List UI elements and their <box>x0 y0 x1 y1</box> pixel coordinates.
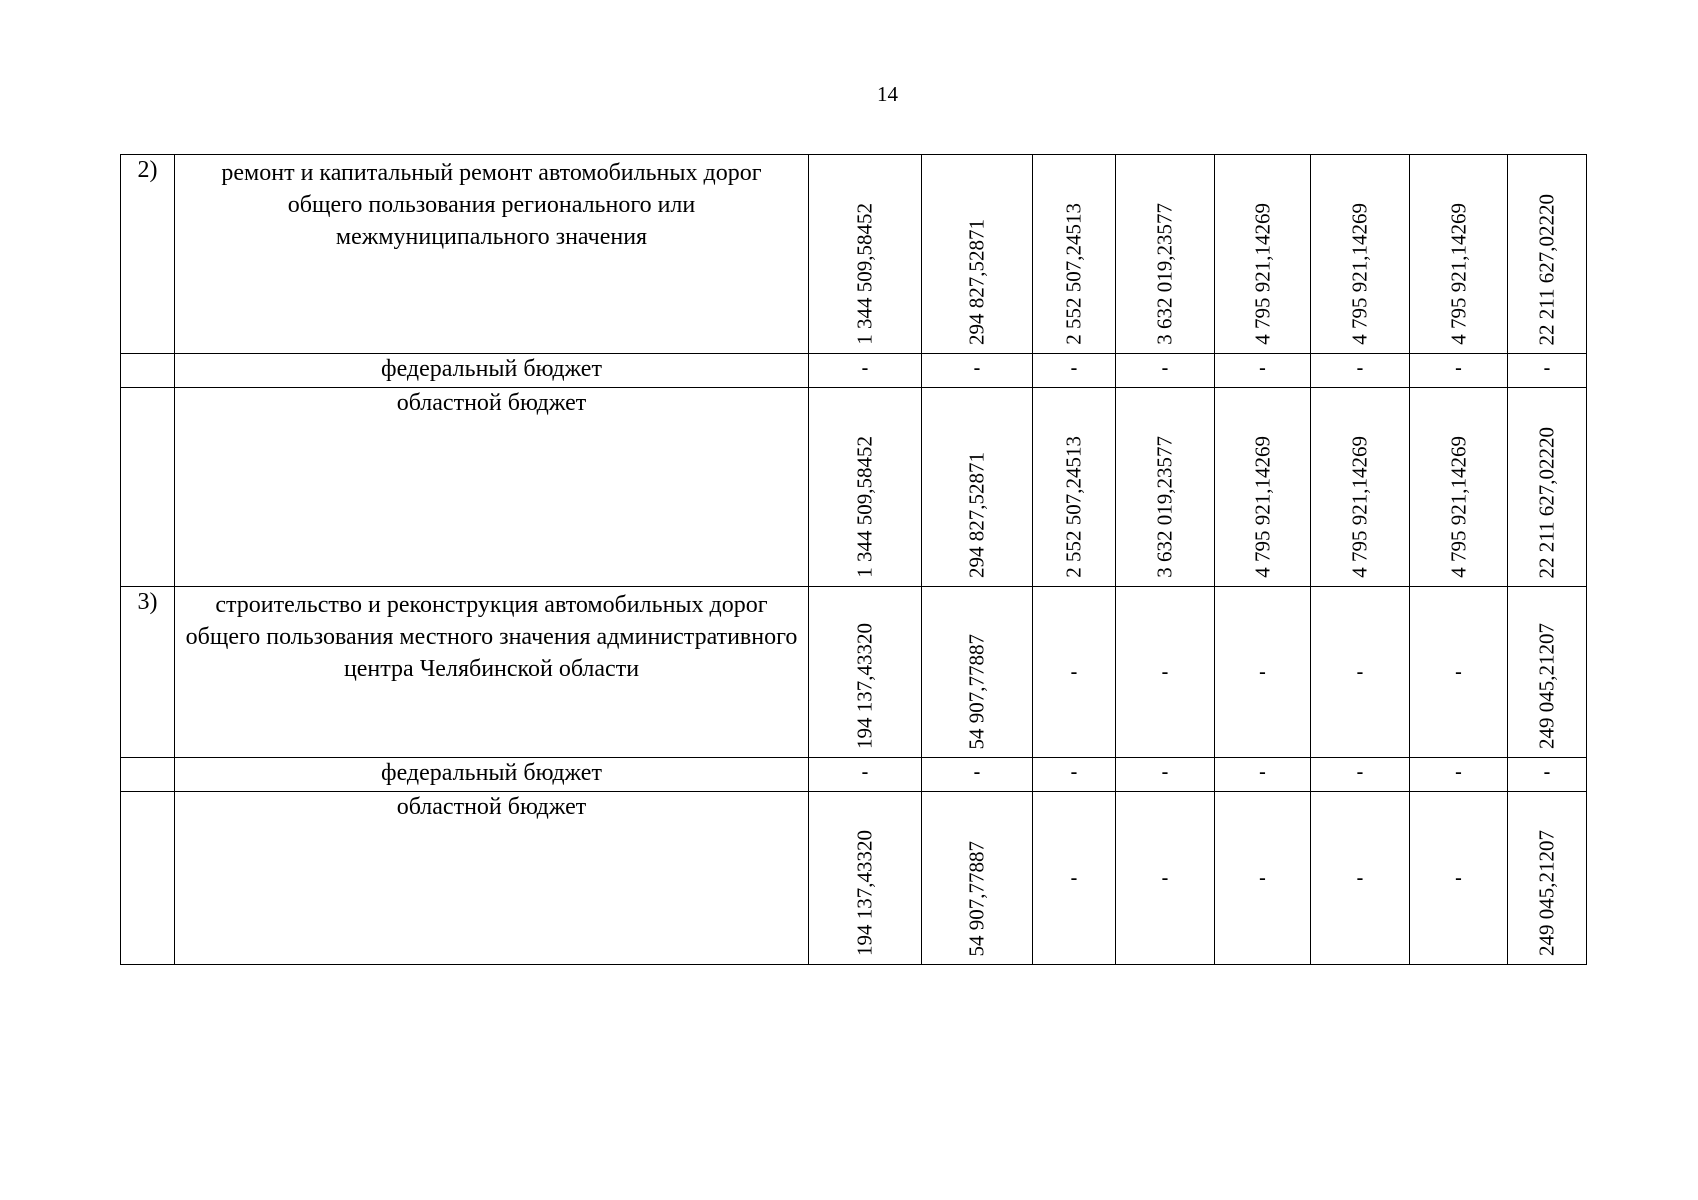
value-text: 2 552 507,24513 <box>1061 436 1086 578</box>
value-cell <box>1311 388 1410 587</box>
value-cell <box>809 155 922 354</box>
value-text: - <box>1259 661 1266 683</box>
empty-cell <box>121 388 175 587</box>
value-text: - <box>1259 357 1266 379</box>
value-cell <box>809 354 922 388</box>
value-cell <box>1116 388 1215 587</box>
value-cell <box>1508 354 1587 388</box>
value-cell <box>1311 587 1410 758</box>
page-number: 14 <box>877 82 898 106</box>
value-text: - <box>1161 761 1169 783</box>
value-text: - <box>973 357 981 379</box>
value-text: - <box>1455 357 1462 379</box>
value-cell <box>922 354 1033 388</box>
value-text: 4 795 921,14269 <box>1446 203 1470 345</box>
value-cell <box>1215 155 1311 354</box>
value-cell <box>1410 792 1508 965</box>
table-row <box>121 354 1587 388</box>
item-number: 2) <box>121 155 175 354</box>
value-text: - <box>1070 661 1078 683</box>
value-text: - <box>1161 357 1169 379</box>
value-text: 194 137,43320 <box>852 830 877 956</box>
value-cell <box>922 155 1033 354</box>
value-cell <box>1311 354 1410 388</box>
value-text: 4 795 921,14269 <box>1446 436 1470 578</box>
table-row <box>121 155 1587 354</box>
value-cell <box>1116 792 1215 965</box>
empty-cell <box>121 758 175 792</box>
empty-cell <box>121 354 175 388</box>
value-cell <box>809 587 922 758</box>
value-text: 3 632 019,23577 <box>1152 436 1177 578</box>
table-row <box>121 758 1587 792</box>
value-text: 1 344 509,58452 <box>852 203 877 345</box>
value-cell <box>1033 155 1116 354</box>
value-text: - <box>973 761 981 783</box>
value-text: - <box>1070 761 1078 783</box>
federal-budget-label: федеральный бюджет <box>175 354 809 388</box>
value-cell <box>1116 587 1215 758</box>
value-cell <box>1033 354 1116 388</box>
value-cell <box>1410 587 1508 758</box>
value-cell <box>1508 792 1587 965</box>
value-cell <box>1116 155 1215 354</box>
empty-cell <box>121 792 175 965</box>
regional-budget-label: областной бюджет <box>175 792 809 965</box>
value-text: 3 632 019,23577 <box>1152 203 1177 345</box>
value-cell <box>1508 758 1587 792</box>
item-number: 3) <box>121 587 175 758</box>
value-text: 4 795 921,14269 <box>1250 436 1274 578</box>
value-text: 194 137,43320 <box>852 623 877 749</box>
value-text: - <box>1543 761 1551 783</box>
value-text: 4 795 921,14269 <box>1347 203 1372 345</box>
value-text: 22 211 627,02220 <box>1534 426 1559 578</box>
value-text: 54 907,77887 <box>964 840 989 956</box>
value-text: 2 552 507,24513 <box>1061 203 1086 345</box>
federal-budget-label: федеральный бюджет <box>175 758 809 792</box>
value-cell <box>922 388 1033 587</box>
value-cell <box>922 758 1033 792</box>
value-text: - <box>861 761 869 783</box>
value-cell <box>1116 354 1215 388</box>
value-text: - <box>1070 867 1078 889</box>
value-text: 249 045,21207 <box>1534 830 1559 956</box>
value-cell <box>1033 587 1116 758</box>
value-cell <box>1508 388 1587 587</box>
value-cell <box>922 792 1033 965</box>
value-cell <box>1508 587 1587 758</box>
value-text: - <box>1259 867 1266 889</box>
value-cell <box>1215 792 1311 965</box>
value-cell <box>809 758 922 792</box>
value-cell <box>1311 792 1410 965</box>
table-row <box>121 388 1587 587</box>
table-row <box>121 792 1587 965</box>
value-cell <box>1033 792 1116 965</box>
budget-table <box>120 154 1587 965</box>
value-cell <box>809 388 922 587</box>
value-text: - <box>1356 357 1364 379</box>
value-text: 4 795 921,14269 <box>1347 436 1372 578</box>
value-text: 1 344 509,58452 <box>852 436 877 578</box>
value-text: - <box>861 357 869 379</box>
value-text: - <box>1161 867 1169 889</box>
value-text: 294 827,52871 <box>964 219 989 345</box>
value-cell <box>1508 155 1587 354</box>
value-cell <box>1033 388 1116 587</box>
value-cell <box>1410 388 1508 587</box>
value-text: - <box>1356 867 1364 889</box>
value-text: 4 795 921,14269 <box>1250 203 1274 345</box>
value-text: - <box>1356 761 1364 783</box>
value-text: - <box>1543 357 1551 379</box>
value-cell <box>1215 388 1311 587</box>
value-text: - <box>1455 661 1462 683</box>
value-text: - <box>1455 867 1462 889</box>
value-cell <box>1311 758 1410 792</box>
value-text: - <box>1259 761 1266 783</box>
value-cell <box>809 792 922 965</box>
value-cell <box>1116 758 1215 792</box>
value-text: - <box>1070 357 1078 379</box>
value-cell <box>1215 587 1311 758</box>
value-cell <box>1311 155 1410 354</box>
regional-budget-label: областной бюджет <box>175 388 809 587</box>
value-cell <box>1215 354 1311 388</box>
table-row <box>121 587 1587 758</box>
value-text: 54 907,77887 <box>964 633 989 749</box>
value-cell <box>1410 155 1508 354</box>
value-text: - <box>1455 761 1462 783</box>
item-title: строительство и реконструкция автомобильных дорог общего пользования местного значения административного центра Челябинской области <box>175 587 809 758</box>
value-cell <box>1033 758 1116 792</box>
value-text: - <box>1356 661 1364 683</box>
value-text: 22 211 627,02220 <box>1534 193 1559 345</box>
value-cell <box>1410 354 1508 388</box>
value-text: 249 045,21207 <box>1534 623 1559 749</box>
value-cell <box>1215 758 1311 792</box>
value-cell <box>1410 758 1508 792</box>
value-cell <box>922 587 1033 758</box>
value-text: - <box>1161 661 1169 683</box>
value-text: 294 827,52871 <box>964 452 989 578</box>
item-title: ремонт и капитальный ремонт автомобильных дорог общего пользования регионального или межмуниципального значения <box>175 155 809 354</box>
